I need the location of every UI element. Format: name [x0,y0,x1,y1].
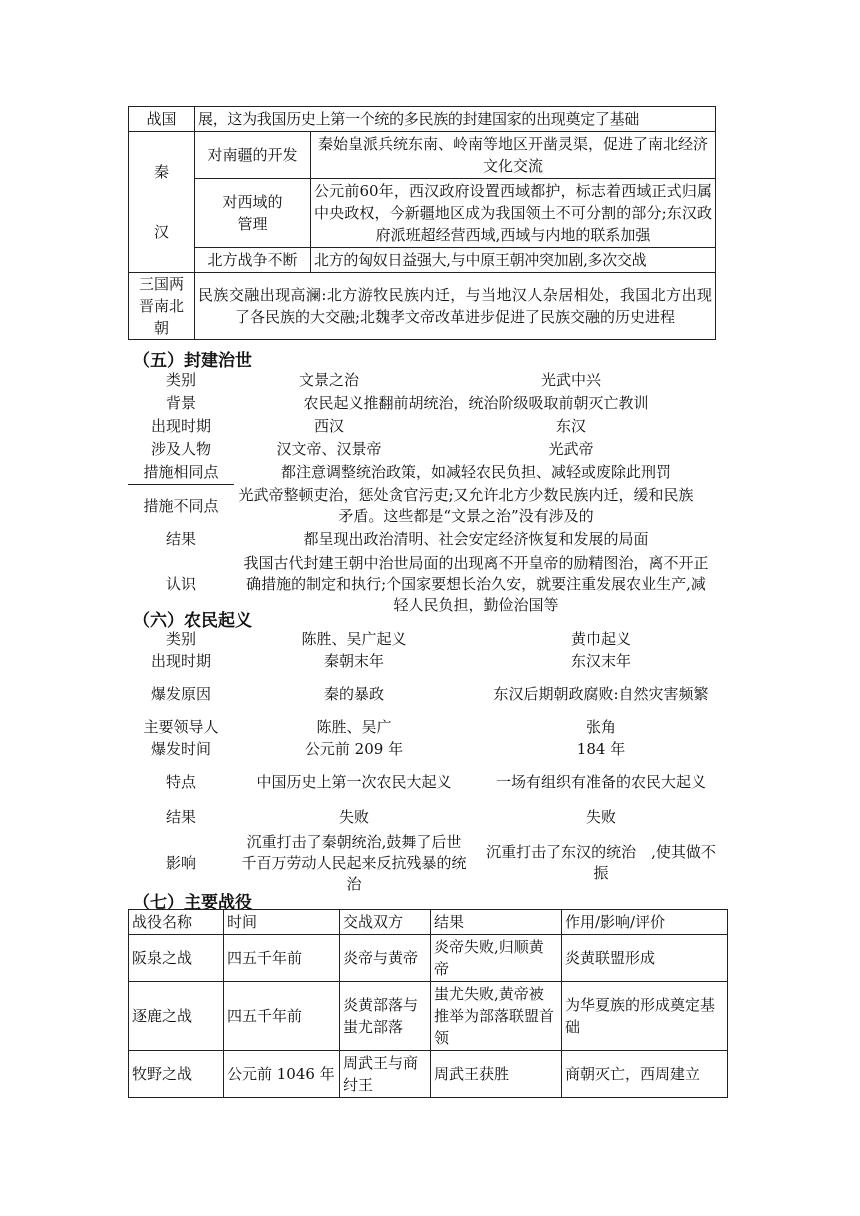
section-heading: （七）主要战役 [133,893,252,913]
table-cell: 炎黄部落与蚩尤部落 [340,982,431,1051]
row-text: 北方的匈奴日益强大,与中原王朝冲突加剧,多次交战 [311,248,716,273]
cell-a: 秦的暴政 [323,684,384,703]
prosperity-table [128,369,718,617]
unification-table [128,106,716,340]
cell-b: 光武中兴 [540,371,601,389]
table-cell: 蚩尤失败,黄帝被推举为部落联盟首领 [431,982,562,1051]
cell-a: 文景之治 [298,371,359,389]
row-label: 出现时期 [150,651,211,670]
qinhan-era-cell [129,132,195,273]
cell-a: 秦朝末年 [323,651,384,670]
era-cell: 战国 [129,107,195,132]
header-cell: 时间 [224,910,340,935]
row-label: 北方战争不断 [195,248,311,273]
row-label: 主要领导人 [143,717,219,736]
era-han: 汉 [153,223,169,241]
row-label: 特点 [165,772,196,791]
cell-b: 光武帝 [548,440,594,458]
cell-a: 陈胜、吴广起义 [301,629,407,648]
row-label: 类别 [165,371,196,389]
cell-b: 失败 [585,807,616,826]
sanguo-text: 民族交融出现高澜:北方游牧民族内迁，与当地汉人杂居相处，我国北方出现了各民族的大交融;北魏孝文帝改革进步促进了民族交融的历史进程 [195,273,716,340]
table-cell: 周武王与商纣王 [340,1051,431,1098]
cell-b: 黄巾起义 [570,629,631,648]
table-cell: 逐鹿之战 [129,982,224,1051]
cell-b: 东汉 [555,417,586,435]
cell-a: 沉重打击了秦朝统治,鼓舞了后世千百万劳动人民起来反抗残暴的统治 [241,832,467,893]
row-label: 结果 [165,530,196,548]
row-label: 对南疆的开发 [195,132,311,179]
table-cell: 周武王获胜 [431,1051,562,1098]
uprising-table [128,628,728,896]
section-heading: （五）封建治世 [133,351,252,371]
table-cell: 炎帝失败,归顺黄帝 [431,935,562,982]
table-cell: 炎黄联盟形成 [562,935,728,982]
cell-a: 失败 [338,807,369,826]
row-label: 出现时期 [150,417,211,435]
header-cell: 作用/影响/评价 [562,910,728,935]
section-heading: （六）农民起义 [133,611,252,631]
row-label: 背景 [165,394,196,412]
table-cell: 四五千年前 [224,935,340,982]
cell-b: 东汉后期朝政腐败:自然灾害频繁 [493,684,709,703]
cell-b: 东汉末年 [570,651,631,670]
zhanguo-text: 展，这为我国历史上第一个统的多民族的封建国家的出现奠定了基础 [195,107,716,132]
cell-full: 农民起义推翻前胡统治，统治阶级吸取前朝灭亡教训 [303,394,649,412]
cell-a: 汉文帝、汉景帝 [276,440,382,458]
table-cell: 商朝灭亡，西周建立 [562,1051,728,1098]
cell-full: 都呈现出政治清明、社会安定经济恢复和发展的局面 [303,530,649,548]
cell-full: 我国古代封建王朝中治世局面的出现离不开皇帝的励精图治，离不开正确措施的制定和执行;个国家要想长治久安，就要注重发展农业生产,减轻人民负担，勤俭治国等 [243,553,709,614]
battles-table [128,909,728,1098]
table-cell: 四五千年前 [224,982,340,1051]
table-cell: 公元前 1046 年 [224,1051,340,1098]
row-label: 对西域的管理 [195,179,311,248]
row-label: 结果 [165,807,196,826]
row-label: 影响 [165,853,196,872]
cell-a: 公元前 209 年 [304,739,404,758]
cell-full: 都注意调整统治政策，如减轻农民负担、减轻或废除此刑罚 [280,463,671,481]
row-label: 爆发时间 [150,739,211,758]
cell-b: 沉重打击了东汉的统治 ,使其做不振 [486,843,716,882]
row-label: 类别 [165,629,196,648]
table-cell: 阪泉之战 [129,935,224,982]
row-text: 公元前60年，西汉政府设置西域都护，标志着西域正式归属中央政权，今新疆地区成为我国领土不可分割的部分;东汉政府派班超经营西域,西域与内地的联系加强 [311,179,716,248]
row-label: 认识 [165,574,196,593]
era-qin: 秦 [153,163,169,181]
header-cell: 交战双方 [340,910,431,935]
sanguo-era-cell: 三国两晋南北朝 [129,273,195,340]
cell-a: 陈胜、吴广 [316,717,392,736]
row-label: 措施不同点 [143,496,219,515]
row-label: 爆发原因 [150,684,211,703]
cell-full: 光武帝整顿吏治，惩处贪官污吏;又允许北方少数民族内迁，缓和民族矛盾。这些都是“文景之治”没有涉及的 [238,486,694,525]
cell-b: 184 年 [576,739,626,758]
row-label: 措施相同点 [128,461,234,484]
table-cell: 炎帝与黄帝 [340,935,431,982]
cell-a: 中国历史上第一次农民大起义 [256,772,452,791]
cell-a: 西汉 [313,417,344,435]
table-cell: 牧野之战 [129,1051,224,1098]
table-cell: 为华夏族的形成奠定基础 [562,982,728,1051]
row-text: 秦始皇派兵统东南、岭南等地区开凿灵渠，促进了南北经济文化交流 [311,132,716,179]
cell-b: 一场有组织有准备的农民大起义 [495,772,706,791]
header-cell: 战役名称 [129,910,224,935]
cell-b: 张角 [585,717,616,736]
header-cell: 结果 [431,910,562,935]
row-label: 涉及人物 [150,440,211,458]
